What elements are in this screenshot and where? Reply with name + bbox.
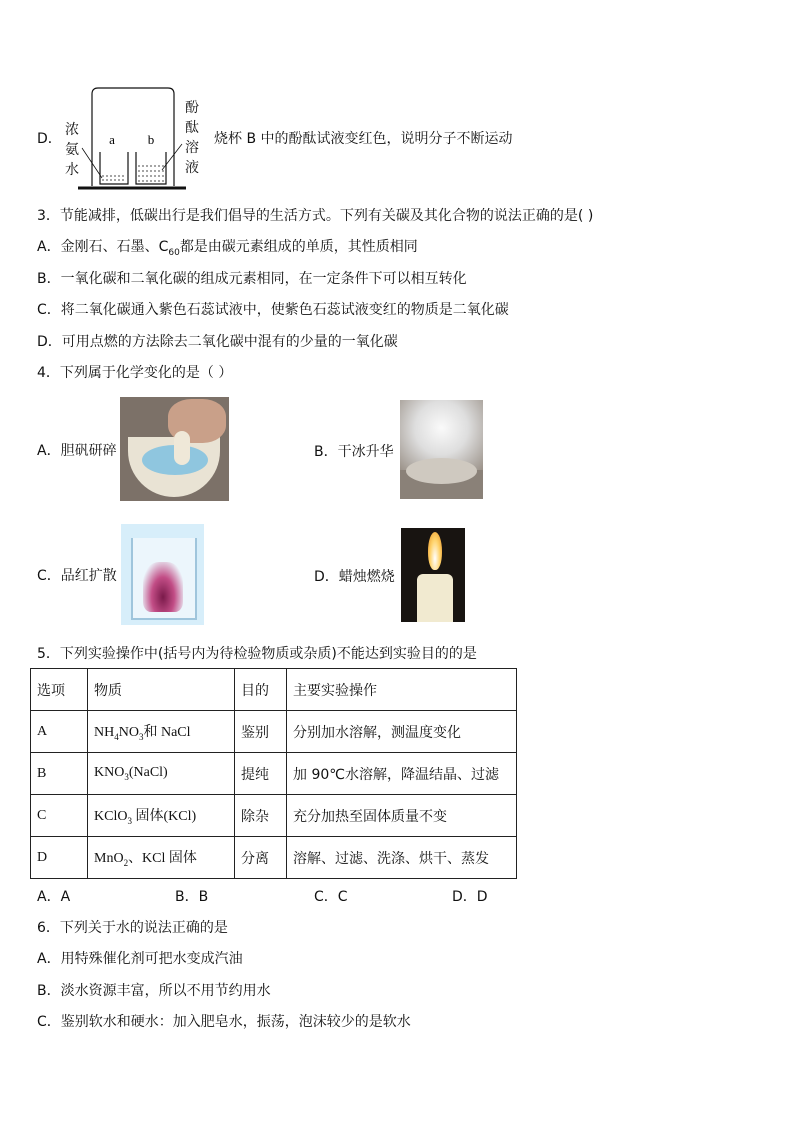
row-option: A	[31, 711, 88, 753]
row-operation: 溶解、过滤、洗涤、烘干、蒸发	[287, 837, 517, 879]
q6-option-a: A．用特殊催化剂可把水变成汽油	[37, 951, 243, 967]
q3-option-c: C．将二氧化碳通入紫色石蕊试液中，使紫色石蕊试液变红的物质是二氧化碳	[37, 302, 509, 318]
beaker-a	[100, 152, 128, 184]
ammonia-label: 浓氨水	[65, 122, 79, 178]
bell-jar	[92, 88, 174, 186]
table-row	[31, 753, 517, 795]
q3-option-a: A．金刚石、石墨、$C_{60}$都是由碳元素组成的单质，其性质相同	[37, 239, 418, 258]
beaker-b	[136, 152, 166, 184]
row-operation: 加 90℃水溶解，降温结晶、过滤	[287, 753, 517, 795]
row-operation: 分别加水溶解，测温度变化	[287, 711, 517, 753]
beaker-diffusion-photo	[121, 524, 204, 625]
row-option: B	[31, 753, 88, 795]
q5-stem: 5．下列实验操作中(括号内为待检验物质或杂质)不能达到实验目的的是	[37, 646, 477, 662]
row-purpose: 分离	[235, 837, 287, 879]
row-option: D	[31, 837, 88, 879]
q4-option-c: C．品红扩散	[37, 568, 117, 584]
row-substance: KClO$_3$ 固体(KCl)	[88, 795, 235, 837]
header-purpose: 目的	[235, 669, 287, 711]
table-header-row	[31, 669, 517, 711]
q5-choice-c: C．C	[314, 889, 348, 905]
table-row	[31, 837, 517, 879]
row-substance: $NH_4NO_3$和 NaCl	[88, 711, 235, 753]
q6-option-c: C．鉴别软水和硬水：加入肥皂水，振荡，泡沫较少的是软水	[37, 1014, 411, 1030]
row-purpose: 提纯	[235, 753, 287, 795]
q6-option-b: B．淡水资源丰富，所以不用节约用水	[37, 983, 271, 999]
q3-option-d: D．可用点燃的方法除去二氧化碳中混有的少量的一氧化碳	[37, 334, 398, 350]
burning-candle-photo	[401, 528, 465, 622]
phenolphthalein-label: 酚酞溶液	[185, 100, 199, 176]
row-substance: $KNO_3(NaCl)$	[88, 753, 235, 795]
row-operation: 充分加热至固体质量不变	[287, 795, 517, 837]
q4-option-b: B．干冰升华	[314, 444, 394, 460]
q4-option-a: A．胆矾研碎	[37, 443, 117, 459]
q4-option-d: D．蜡烛燃烧	[314, 569, 395, 585]
header-operation: 主要实验操作	[287, 669, 517, 711]
q2-option-d-text: 烧杯 B 中的酚酞试液变红色，说明分子不断运动	[214, 131, 513, 147]
q2-option-d-letter: D．	[37, 131, 62, 147]
q3-option-b: B．一氧化碳和二氧化碳的组成元素相同，在一定条件下可以相互转化	[37, 271, 467, 287]
beaker-a-label: a	[109, 132, 115, 147]
header-substance: 物质	[88, 669, 235, 711]
row-purpose: 除杂	[235, 795, 287, 837]
row-substance: MnO$_2$、KCl 固体	[88, 837, 235, 879]
q5-choice-a: A．A	[37, 889, 71, 905]
mortar-pestle-photo	[120, 397, 229, 501]
table-row	[31, 795, 517, 837]
table-row	[31, 711, 517, 753]
beaker-apparatus-diagram	[78, 86, 186, 192]
q5-experiment-table	[30, 668, 517, 879]
row-option: C	[31, 795, 88, 837]
q3-stem: 3．节能减排，低碳出行是我们倡导的生活方式。下列有关碳及其化合物的说法正确的是( )	[37, 208, 594, 224]
q5-choice-d: D．D	[452, 889, 488, 905]
leader-line-b	[162, 144, 182, 170]
q5-choice-b: B．B	[175, 889, 209, 905]
header-option: 选项	[31, 669, 88, 711]
beaker-b-label: b	[147, 132, 155, 147]
q4-stem: 4．下列属于化学变化的是（ ）	[37, 365, 233, 381]
dry-ice-photo	[400, 400, 483, 499]
row-purpose: 鉴别	[235, 711, 287, 753]
q6-stem: 6．下列关于水的说法正确的是	[37, 920, 228, 936]
